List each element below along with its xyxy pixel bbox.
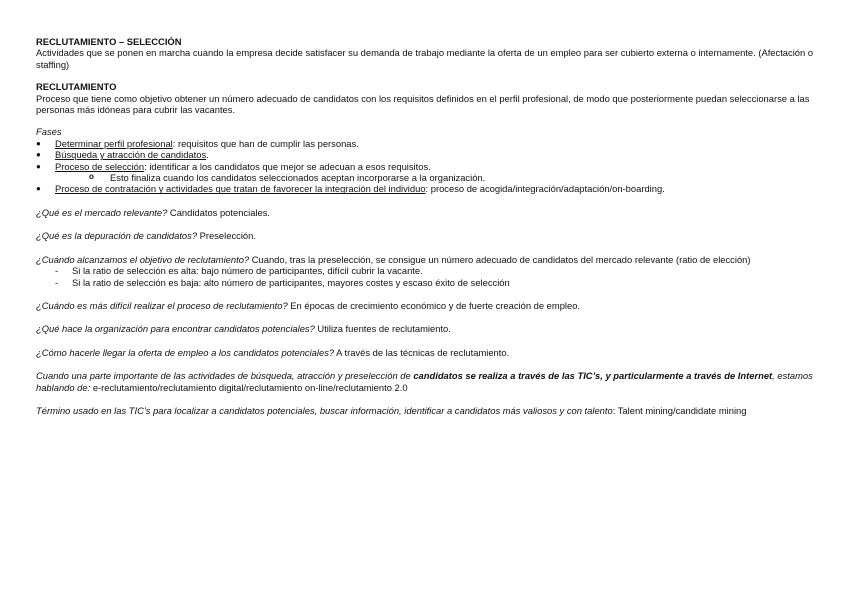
- question: Término usado en las TIC’s para localizar a candidatos potenciales, buscar información, identificar a candidatos más valiosos y con talento: [36, 404, 613, 416]
- answer: : Talent mining/candidate mining: [612, 404, 747, 416]
- mining-paragraph: [36, 405, 816, 416]
- answer: Candidatos potenciales.: [167, 206, 270, 218]
- phase-term: Determinar perfil profesional: [55, 137, 173, 149]
- phase-subnote: o Esto finaliza cuando los candidatos seleccionados aceptan incorporarse a la organización.: [55, 172, 816, 183]
- question: ¿Cuándo es más difícil realizar el proceso de reclutamiento?: [36, 299, 288, 311]
- phase-item: ● Proceso de contratación y actividades que tratan de favorecer la integración del individuo: proceso de acogida/integración/adaptación/on-boarding.: [36, 183, 816, 194]
- section-body-reclutamiento: Proceso que tiene como objetivo obtener un número adecuado de candidatos con los requisitos definidos en el perfil profesional, de modo que posteriormente puedan seleccionarse a las personas más idóneas para cubrir las vacantes.: [36, 92, 810, 116]
- qa-depuracion: [36, 230, 816, 241]
- section-title-reclutamiento: RECLUTAMIENTO: [36, 81, 117, 93]
- phase-item: ● Determinar perfil profesional: requisitos que han de cumplir las personas.: [36, 138, 816, 149]
- ratio-item: - Si la ratio de selección es alta: bajo número de participantes, difícil cubrir la vacante.: [36, 265, 816, 276]
- document-content: [36, 36, 816, 416]
- phase-term: Proceso de contratación y actividades que tratan de favorecer la integración del individuo: [55, 183, 426, 195]
- question: ¿Cómo hacerle llegar la oferta de empleo a los candidatos potenciales?: [36, 346, 335, 358]
- question: ¿Cuándo alcanzamos el objetivo de reclutamiento?: [36, 253, 250, 265]
- qa-dificil: [36, 300, 816, 311]
- question: ¿Qué hace la organización para encontrar candidatos potenciales?: [36, 323, 315, 335]
- question: ¿Qué es la depuración de candidatos?: [36, 230, 198, 242]
- ratio-item: - Si la ratio de selección es baja: alto número de participantes, mayores costes y escaso éxito de selección: [36, 277, 816, 288]
- answer: Preselección.: [197, 230, 256, 242]
- section-title-reclutamiento-seleccion: RECLUTAMIENTO – SELECCIÓN: [36, 36, 182, 47]
- question: ¿Qué es el mercado relevante?: [36, 206, 168, 218]
- qa-objetivo-reclutamiento: [36, 254, 816, 265]
- phase-item: ● Búsqueda y atracción de candidatos.: [36, 149, 816, 160]
- phase-item: ● Proceso de selección: identificar a los candidatos que mejor se adecuan a esos requisitos. o Esto finaliza cuando los candidatos seleccionados aceptan incorporarse a la organización.: [36, 161, 816, 184]
- ratio-list: [36, 265, 816, 288]
- qa-mercado-relevante: [36, 207, 816, 218]
- phase-subnote-list: [55, 172, 816, 183]
- tics-paragraph: Cuando una parte importante de las actividades de búsqueda, atracción y preselección de candidatos se realiza a través de las TIC’s, y particularmente a través de Internet, estamos hablando de: e-reclutamiento/reclutamiento digital/reclutamiento on-line/reclutamiento 2.0: [36, 370, 813, 393]
- phases-list: [36, 138, 816, 195]
- answer: En épocas de crecimiento económico y de fuerte creación de empleo.: [287, 299, 581, 311]
- qa-oferta: [36, 347, 816, 358]
- answer: Utiliza fuentes de reclutamiento.: [314, 323, 451, 335]
- section-body-reclutamiento-seleccion: Actividades que se ponen en marcha cuando la empresa decide satisfacer su demanda de trabajo mediante la oferta de un empleo para ser cubierto externa o internamente. (Afectación o staffing): [36, 47, 814, 70]
- phases-label: Fases: [36, 126, 62, 138]
- phase-term: Proceso de selección: [55, 160, 145, 172]
- answer: Cuando, tras la preselección, se consigue un número adecuado de candidatos del mercado relevante (ratio de elección): [249, 253, 751, 265]
- answer: A través de las técnicas de reclutamiento.: [334, 346, 510, 358]
- phase-term: Búsqueda y atracción de candidatos: [55, 149, 207, 161]
- qa-organizacion: [36, 323, 816, 334]
